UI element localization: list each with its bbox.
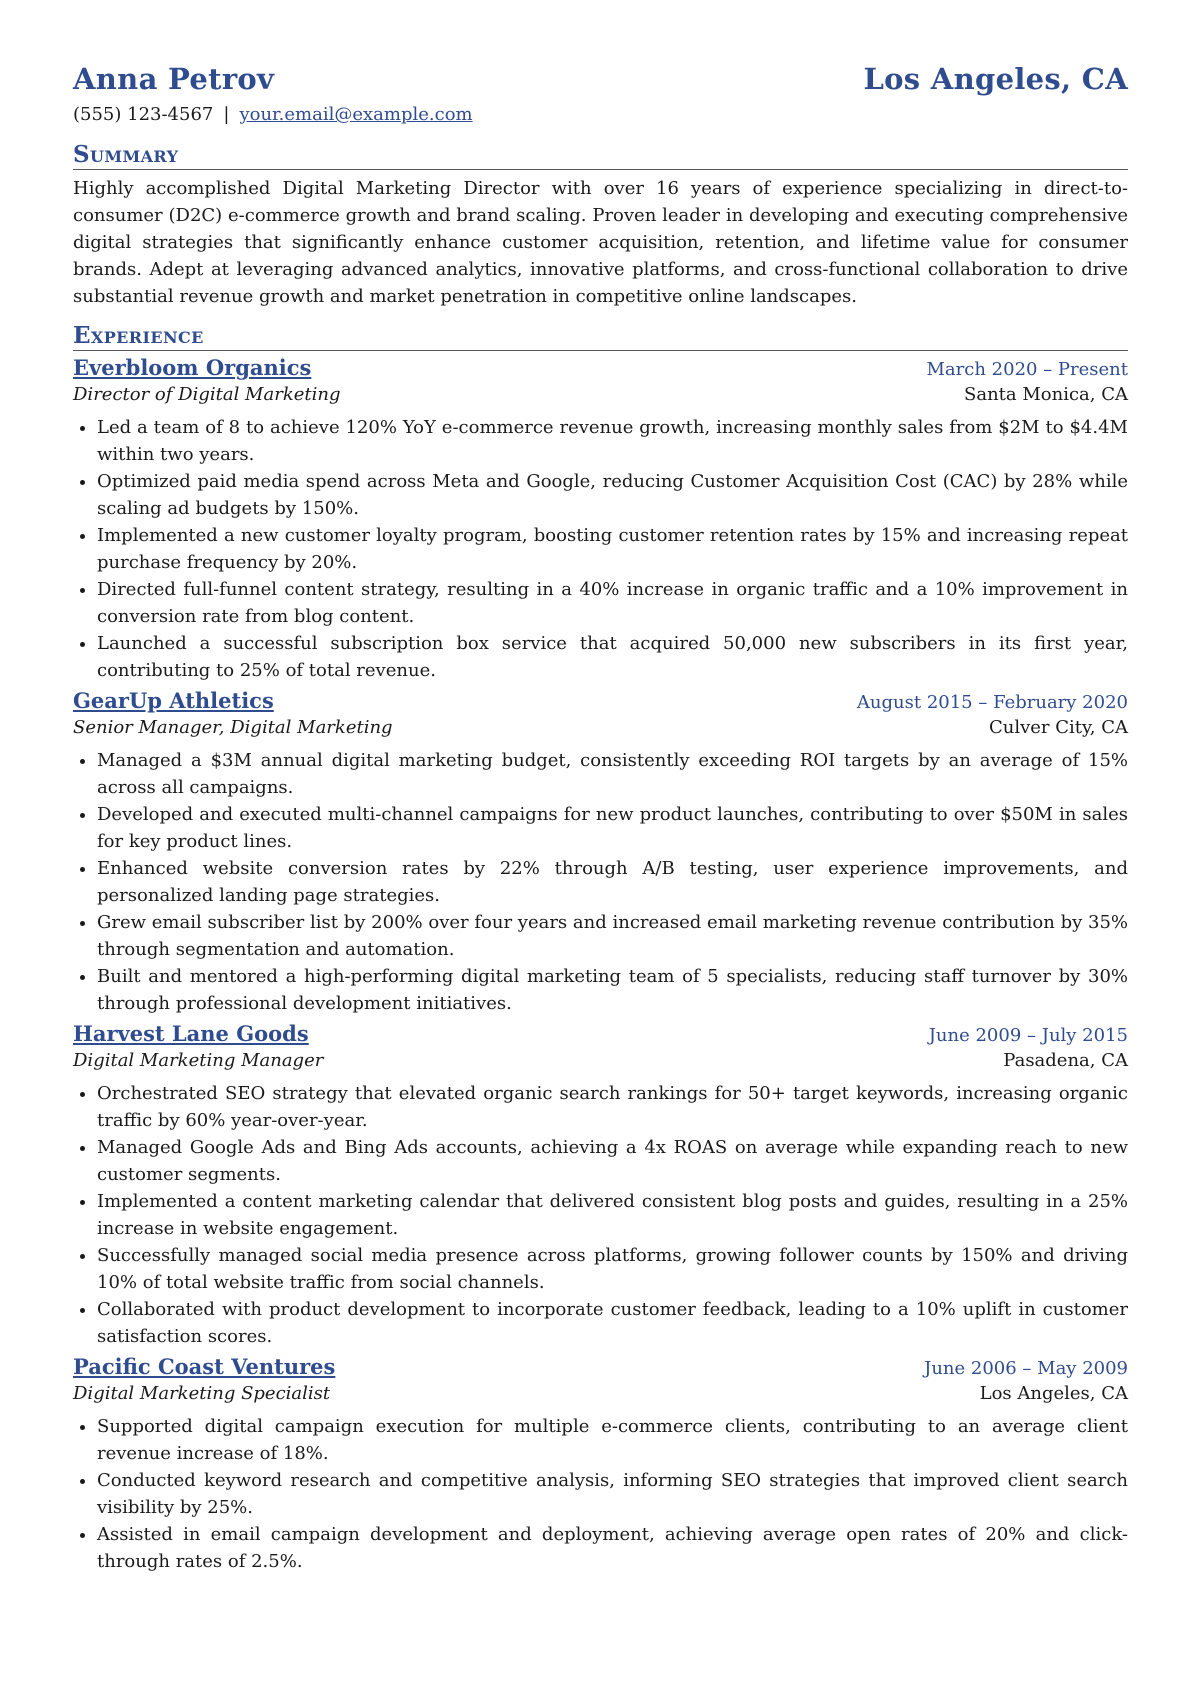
job-dates: March 2020 – Present [926,359,1128,380]
job-bullet: • Launched a successful subscription box service that acquired 50,000 new subscribers in its first year, contributing to 25% of total revenue. [97,630,1128,684]
contact-separator: | [223,104,230,125]
job-dates: August 2015 – February 2020 [856,692,1128,713]
job-bullet: • Managed Google Ads and Bing Ads accounts, achieving a 4x ROAS on average while expanding reach to new customer segments. [97,1134,1128,1188]
job-bullet: • Orchestrated SEO strategy that elevated organic search rankings for 50+ target keywords, increasing organic traffic by 60% year-over-year. [97,1080,1128,1134]
job-location: Santa Monica, CA [964,384,1128,405]
job-role: Digital Marketing Manager [73,1050,324,1071]
job-bullet: • Implemented a content marketing calendar that delivered consistent blog posts and guides, resulting in a 25% increase in website engagement. [97,1188,1128,1242]
job-entry [73,1021,1128,1350]
job-bullet: • Successfully managed social media presence across platforms, growing follower counts by 150% and driving 10% of total website traffic from social channels. [97,1242,1128,1296]
job-dates: June 2006 – May 2009 [924,1358,1128,1379]
summary-heading: Summary [73,141,1128,170]
job-role: Senior Manager, Digital Marketing [73,717,393,738]
job-role: Digital Marketing Specialist [73,1383,331,1404]
summary-paragraph: Highly accomplished Digital Marketing Director with over 16 years of experience specializing in direct-to-consumer (D2C) e-commerce growth and brand scaling. Proven leader in developing and executing comprehensive digital strategies that significantly enhance customer acquisition, retention, and lifetime value for consumer brands. Adept at leveraging advanced analytics, innovative platforms, and cross-functional collaboration to drive substantial revenue growth and market penetration in competitive online landscapes. [73,178,1128,307]
resume-page [73,62,1128,1575]
job-entry [73,355,1128,684]
email-link[interactable]: your.email@example.com [239,104,473,125]
job-bullet: • Assisted in email campaign development and deployment, achieving average open rates of 20% and click-through rates of 2.5%. [97,1521,1128,1575]
job-bullet: • Collaborated with product development to incorporate customer feedback, leading to a 10% uplift in customer satisfaction scores. [97,1296,1128,1350]
resume-header [73,62,1128,96]
job-bullet: • Implemented a new customer loyalty program, boosting customer retention rates by 15% and increasing repeat purchase frequency by 20%. [97,522,1128,576]
job-bullets [73,414,1128,684]
company-name[interactable]: GearUp Athletics [73,688,274,713]
job-role: Director of Digital Marketing [73,384,341,405]
job-entry [73,1354,1128,1575]
experience-heading: Experience [73,322,1128,351]
job-bullets [73,1413,1128,1575]
company-name[interactable]: Everbloom Organics [73,355,312,380]
job-location: Pasadena, CA [1003,1050,1128,1071]
company-name[interactable]: Harvest Lane Goods [73,1021,309,1046]
job-bullets [73,1080,1128,1350]
job-bullet: • Optimized paid media spend across Meta and Google, reducing Customer Acquisition Cost (CAC) by 28% while scaling ad budgets by 150%. [97,468,1128,522]
job-bullet: • Supported digital campaign execution for multiple e-commerce clients, contributing to an average client revenue increase of 18%. [97,1413,1128,1467]
candidate-name: Anna Petrov [73,62,275,96]
job-bullet: • Conducted keyword research and competitive analysis, informing SEO strategies that improved client search visibility by 25%. [97,1467,1128,1521]
experience-list [73,355,1128,1575]
contact-line [73,104,1128,125]
job-bullet: • Directed full-funnel content strategy, resulting in a 40% increase in organic traffic and a 10% improvement in conversion rate from blog content. [97,576,1128,630]
job-bullet: • Grew email subscriber list by 200% over four years and increased email marketing revenue contribution by 35% through segmentation and automation. [97,909,1128,963]
phone-number: (555) 123-4567 [73,104,214,125]
job-bullet: • Managed a $3M annual digital marketing budget, consistently exceeding ROI targets by an average of 15% across all campaigns. [97,747,1128,801]
job-dates: June 2009 – July 2015 [928,1025,1128,1046]
job-bullet: • Led a team of 8 to achieve 120% YoY e-commerce revenue growth, increasing monthly sales from $2M to $4.4M within two years. [97,414,1128,468]
job-location: Los Angeles, CA [979,1383,1128,1404]
job-bullet: • Built and mentored a high-performing digital marketing team of 5 specialists, reducing staff turnover by 30% through professional development initiatives. [97,963,1128,1017]
company-name[interactable]: Pacific Coast Ventures [73,1354,336,1379]
candidate-location: Los Angeles, CA [863,62,1128,96]
job-location: Culver City, CA [988,717,1128,738]
job-bullets [73,747,1128,1017]
job-bullet: • Enhanced website conversion rates by 22% through A/B testing, user experience improvements, and personalized landing page strategies. [97,855,1128,909]
job-entry [73,688,1128,1017]
job-bullet: • Developed and executed multi-channel campaigns for new product launches, contributing to over $50M in sales for key product lines. [97,801,1128,855]
